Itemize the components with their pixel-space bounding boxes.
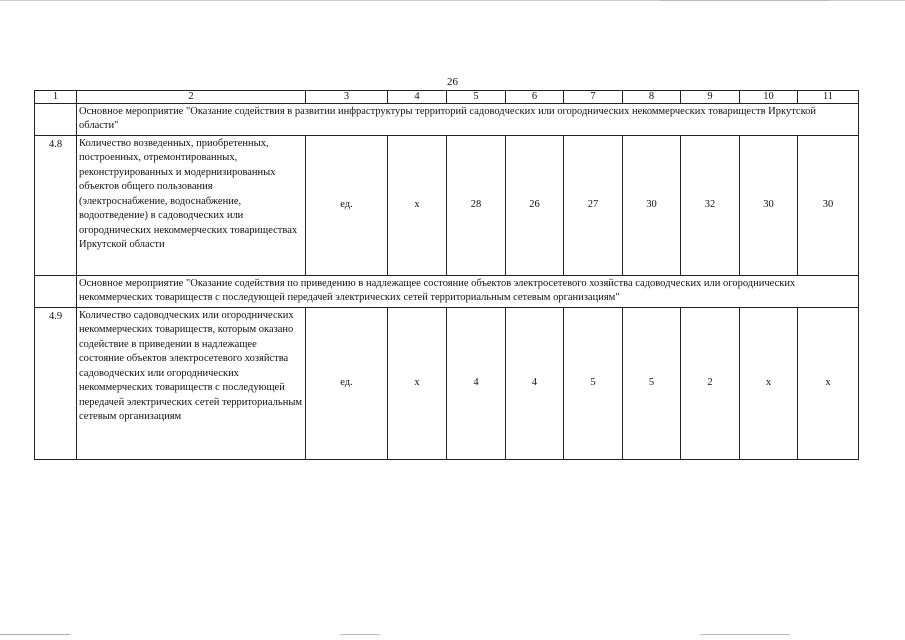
- column-header: 5: [447, 91, 506, 104]
- value-cell: 30: [623, 135, 681, 275]
- value-cell: 26: [506, 135, 564, 275]
- row-description: Количество возведенных, приобретенных, построенных, отремонтированных, реконструированных и модернизированных объектов общего пользования (электроснабжение, водоснабжение, водоотведение) в садоводческих или огороднических некоммерческих товариществах Иркутской области: [77, 135, 306, 275]
- column-header: 2: [77, 91, 306, 104]
- column-header: 9: [681, 91, 740, 104]
- column-header: 6: [506, 91, 564, 104]
- column-header: 11: [798, 91, 859, 104]
- column-header: 7: [564, 91, 623, 104]
- value-cell: 5: [564, 307, 623, 459]
- scan-artifact: [340, 634, 380, 635]
- value-cell: 4: [506, 307, 564, 459]
- value-cell: 28: [447, 135, 506, 275]
- column-header: 4: [388, 91, 447, 104]
- column-header: 3: [306, 91, 388, 104]
- section-row: [35, 104, 859, 136]
- scan-artifact: [700, 634, 790, 635]
- section-title: Основное мероприятие "Оказание содействия в развитии инфраструктуры территорий садоводческих или огороднических некоммерческих товариществ Иркутской области": [77, 104, 859, 136]
- section-index-cell: [35, 275, 77, 307]
- value-cell: 5: [623, 307, 681, 459]
- value-cell: х: [740, 307, 798, 459]
- row-index: 4.8: [35, 135, 77, 275]
- value-cell: 27: [564, 135, 623, 275]
- value-cell: х: [798, 307, 859, 459]
- value-cell: 2: [681, 307, 740, 459]
- row-unit: ед.: [306, 307, 388, 459]
- value-cell: 30: [740, 135, 798, 275]
- column-header: 1: [35, 91, 77, 104]
- column-header: 10: [740, 91, 798, 104]
- row-index: 4.9: [35, 307, 77, 459]
- value-cell: 32: [681, 135, 740, 275]
- row-description: Количество садоводческих или огороднических некоммерческих товариществ, которым оказано содействие в приведении в надлежащее состояние объектов электросетевого хозяйства садоводческих или огороднических некоммерческих товариществ с последующей передачей электрических сетей территориальным сетевым организациям: [77, 307, 306, 459]
- section-row: [35, 275, 859, 307]
- section-index-cell: [35, 104, 77, 136]
- column-header: 8: [623, 91, 681, 104]
- scan-artifact: [0, 634, 70, 635]
- value-cell: 30: [798, 135, 859, 275]
- value-cell: 4: [447, 307, 506, 459]
- table-row: [35, 135, 859, 275]
- value-cell: х: [388, 307, 447, 459]
- section-title: Основное мероприятие "Оказание содействия по приведению в надлежащее состояние объектов электросетевого хозяйства садоводческих или огороднических некоммерческих товариществ с последующей передачей электрических сетей территориальным сетевым организациям": [77, 275, 859, 307]
- page-number: 26: [447, 76, 458, 88]
- column-number-row: [35, 91, 859, 104]
- value-cell: х: [388, 135, 447, 275]
- table-row: [35, 307, 859, 459]
- scan-artifact: [660, 0, 830, 1]
- indicators-table: [34, 90, 859, 460]
- row-unit: ед.: [306, 135, 388, 275]
